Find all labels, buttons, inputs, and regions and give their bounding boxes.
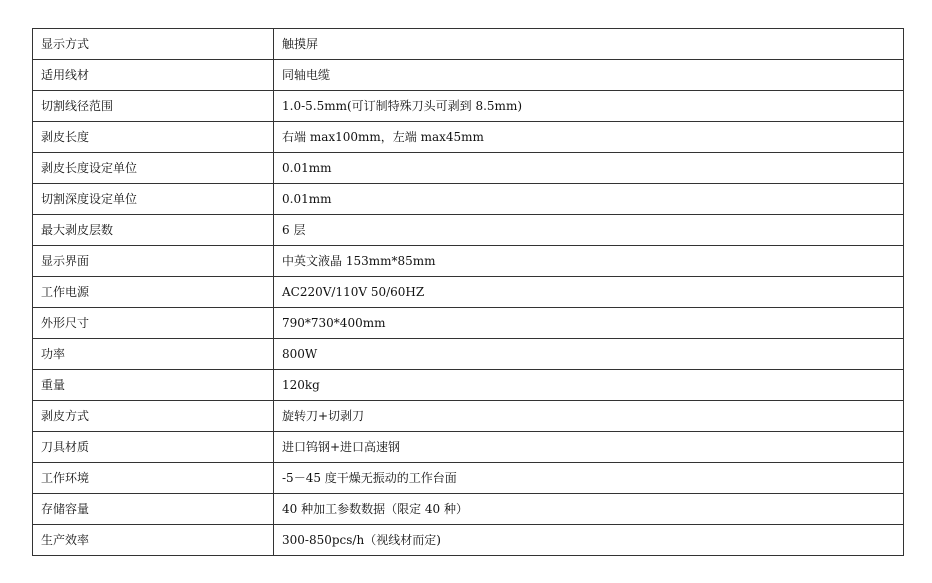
row-label: 生产效率	[33, 525, 274, 556]
row-value: 右端 max100mm，左端 max45mm	[274, 122, 904, 153]
spec-table-body	[33, 29, 904, 556]
row-label: 显示方式	[33, 29, 274, 60]
table-row	[33, 184, 904, 215]
table-row	[33, 370, 904, 401]
row-value: 旋转刀+切剥刀	[274, 401, 904, 432]
row-value: 触摸屏	[274, 29, 904, 60]
table-row	[33, 29, 904, 60]
row-label: 适用线材	[33, 60, 274, 91]
row-label: 剥皮长度设定单位	[33, 153, 274, 184]
row-label: 显示界面	[33, 246, 274, 277]
table-row	[33, 432, 904, 463]
table-row	[33, 494, 904, 525]
table-row	[33, 60, 904, 91]
row-label: 功率	[33, 339, 274, 370]
table-row	[33, 153, 904, 184]
row-label: 重量	[33, 370, 274, 401]
table-row	[33, 246, 904, 277]
row-label: 刀具材质	[33, 432, 274, 463]
row-value: 0.01mm	[274, 184, 904, 215]
table-row	[33, 463, 904, 494]
table-row	[33, 339, 904, 370]
row-label: 剥皮长度	[33, 122, 274, 153]
row-value: 800W	[274, 339, 904, 370]
row-label: 工作电源	[33, 277, 274, 308]
table-row	[33, 308, 904, 339]
row-value: 40 种加工参数数据（限定 40 种）	[274, 494, 904, 525]
row-value: 6 层	[274, 215, 904, 246]
spec-table	[32, 28, 904, 556]
row-label: 工作环境	[33, 463, 274, 494]
row-value: 中英文液晶 153mm*85mm	[274, 246, 904, 277]
row-value: 0.01mm	[274, 153, 904, 184]
row-value: 790*730*400mm	[274, 308, 904, 339]
row-label: 切割线径范围	[33, 91, 274, 122]
table-row	[33, 277, 904, 308]
table-row	[33, 122, 904, 153]
table-row	[33, 401, 904, 432]
row-label: 最大剥皮层数	[33, 215, 274, 246]
row-value: 300-850pcs/h（视线材而定)	[274, 525, 904, 556]
row-value: 进口钨钢+进口高速钢	[274, 432, 904, 463]
row-value: -5－45 度干燥无振动的工作台面	[274, 463, 904, 494]
row-value: AC220V/110V 50/60HZ	[274, 277, 904, 308]
row-label: 剥皮方式	[33, 401, 274, 432]
row-label: 外形尺寸	[33, 308, 274, 339]
row-value: 1.0-5.5mm(可订制特殊刀头可剥到 8.5mm)	[274, 91, 904, 122]
row-label: 存储容量	[33, 494, 274, 525]
row-value: 同轴电缆	[274, 60, 904, 91]
table-row	[33, 525, 904, 556]
table-row	[33, 215, 904, 246]
row-label: 切割深度设定单位	[33, 184, 274, 215]
table-row	[33, 91, 904, 122]
row-value: 120kg	[274, 370, 904, 401]
